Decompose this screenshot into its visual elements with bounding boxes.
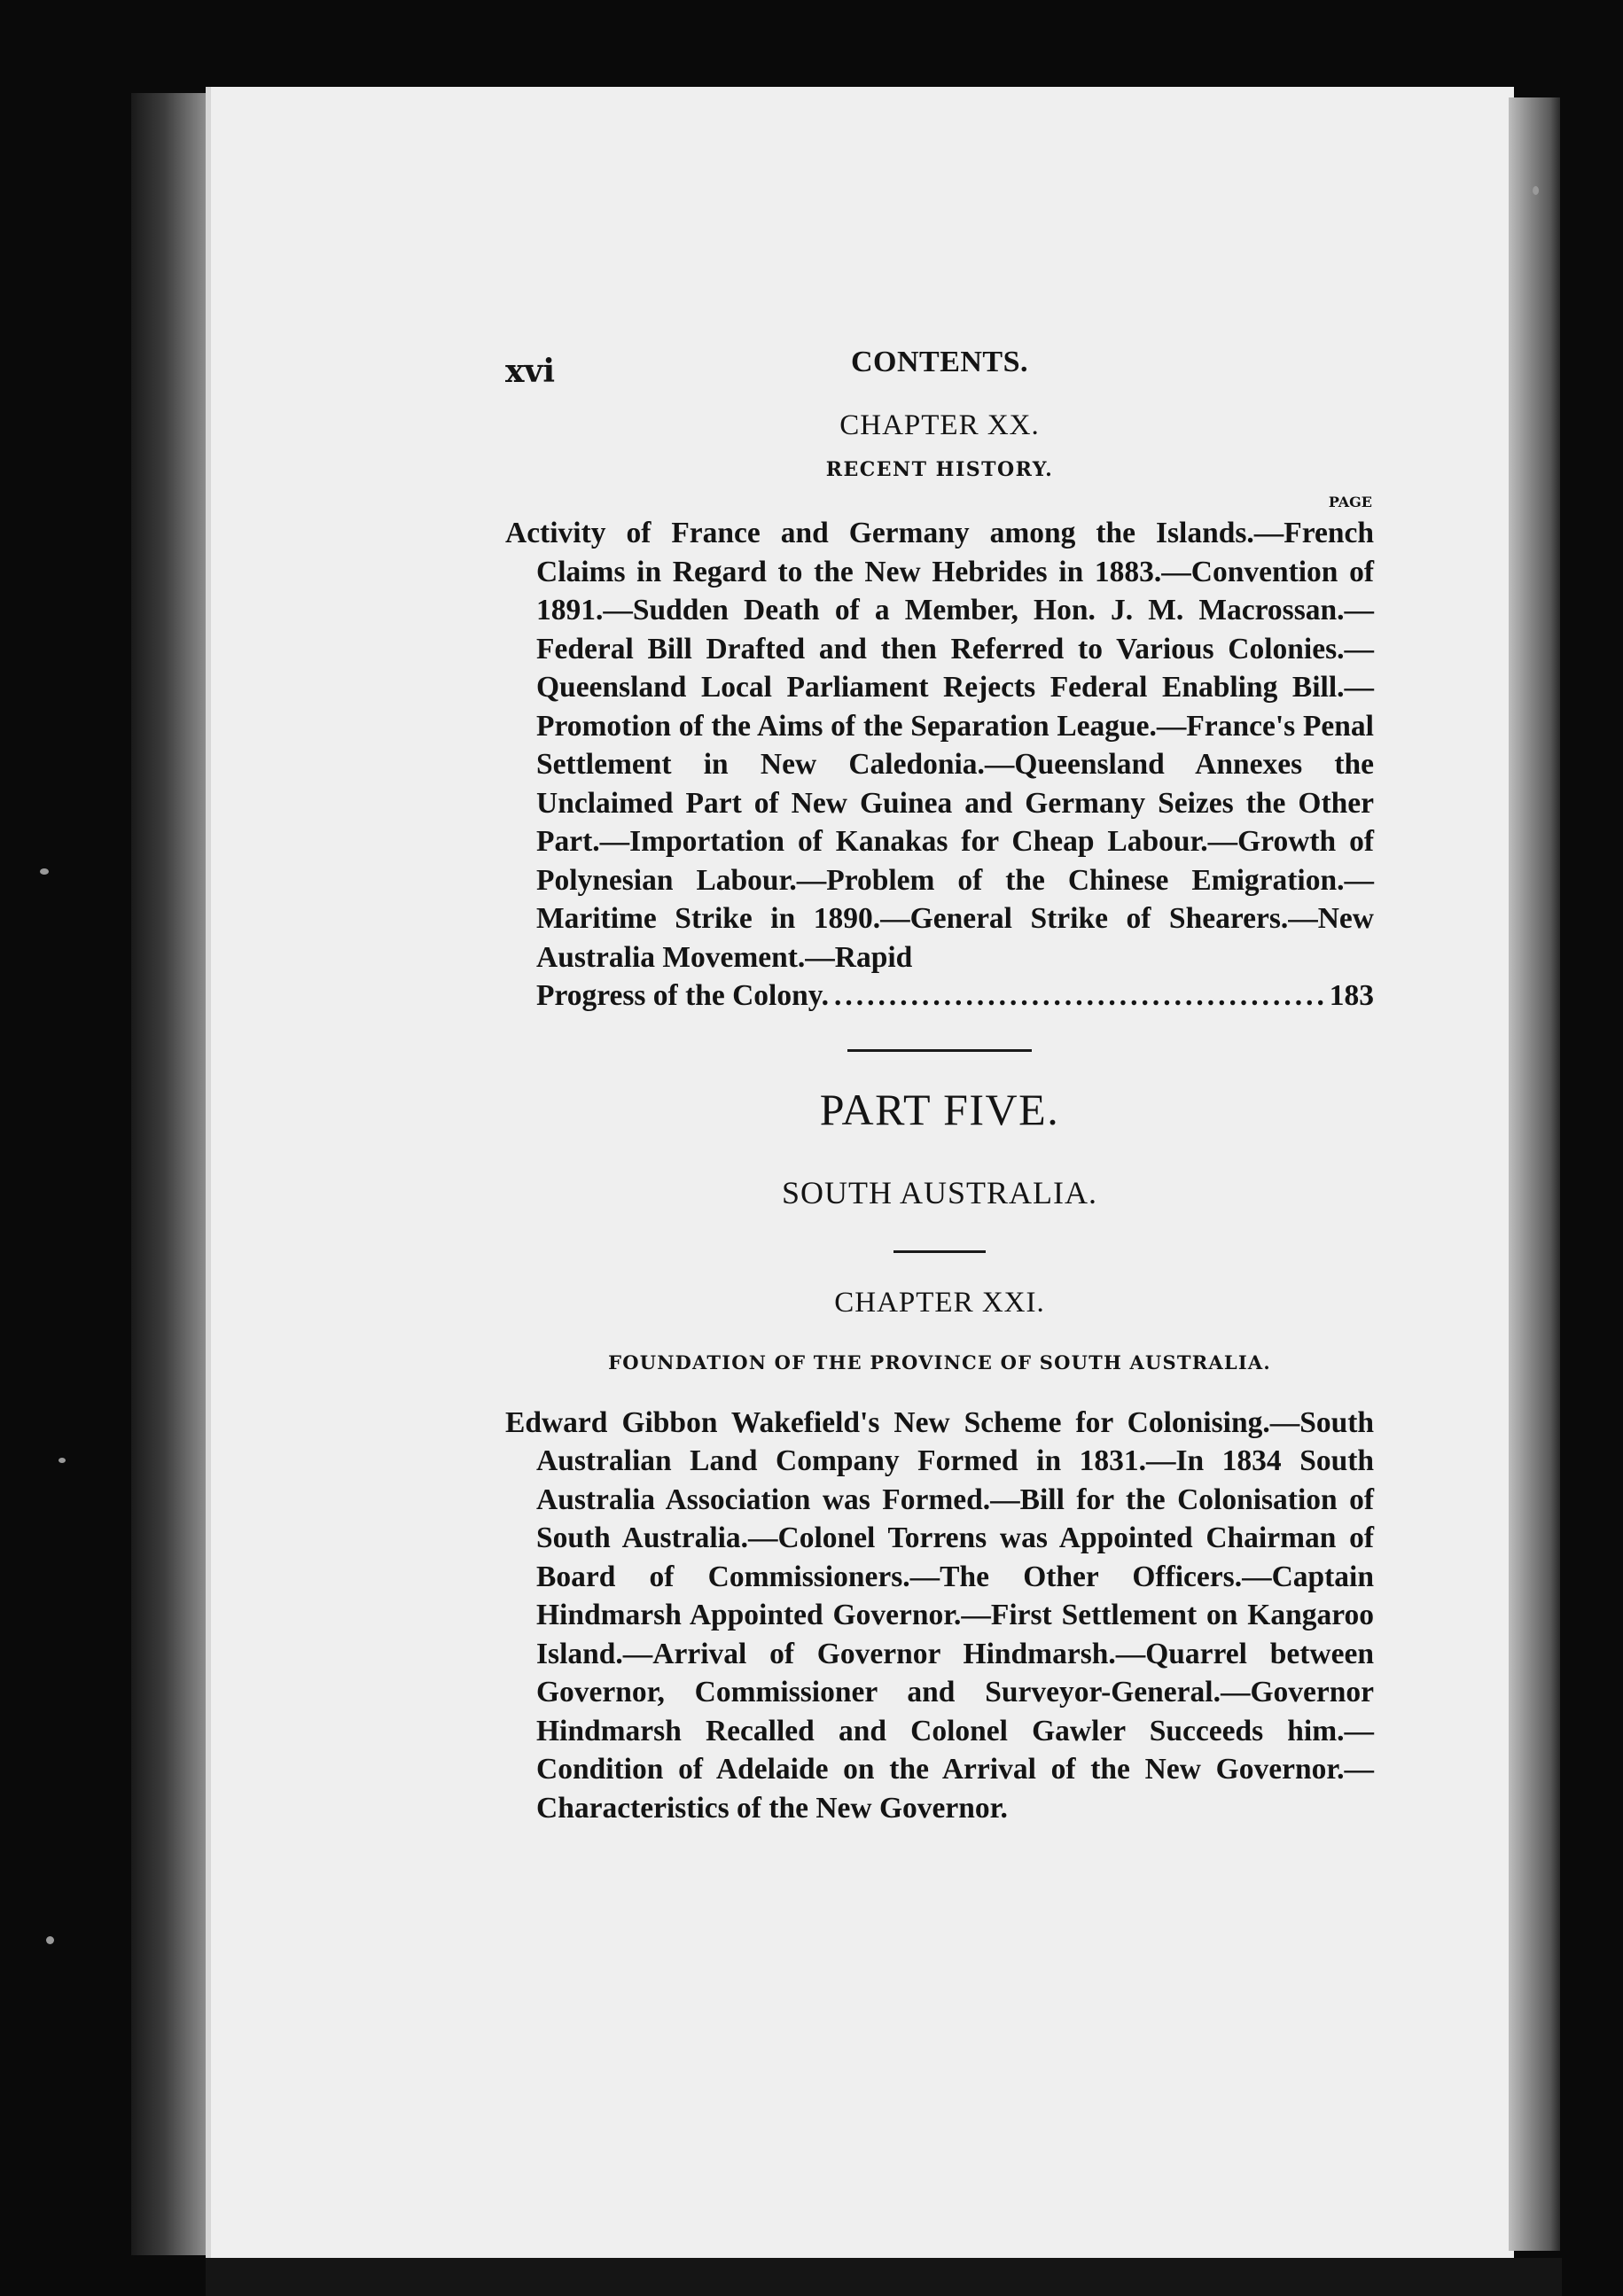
chapter-21-subtitle: FOUNDATION OF THE PROVINCE OF SOUTH AUSTRALIA. [608,1350,1271,1374]
bottom-border [206,2258,1562,2296]
chapter-21-summary: Edward Gibbon Wakefield's New Scheme for Colonising.—South Australian Land Company Formed in 1831.—In 1834 South Australia Association was Formed.—Bill for the Colonisation of South Australia.—Colonel Torrens was Appointed Chairman of Board of Commissioners.—The Other Officers.—Captain Hindmarsh Appointed Governor.—First Settlement on Kangaroo Island.—Arrival of Governor Hindmarsh.—Quarrel between Governor, Commissioner and Surveyor-General.—Governor Hindmarsh Recalled and Colonel Gawler Succeeds him.—Condition of Adelaide on the Arrival of the New Governor.—Characteristics of the New Governor. [505,1405,1374,1825]
part-heading: PART FIVE. [819,1084,1060,1134]
chapter-20-toc-entry [505,977,1374,1016]
page-edge-shadow [1509,97,1560,2251]
chapter-20-subtitle: RECENT HISTORY. [825,458,1054,481]
chapter-20-heading: CHAPTER XX. [839,409,1040,441]
part-region-title: SOUTH AUSTRALIA. [781,1174,1097,1210]
dust-speck [46,1936,54,1944]
page-column-label: PAGE [1328,494,1372,510]
short-divider [893,1250,986,1253]
chapter-20-last-line: Progress of the Colony. [536,979,830,1012]
chapter-20-summary: Activity of France and Germany among the Islands.—French Claims in Regard to the New Hebrides in 1883.—Convention of 1891.—Sudden Death of a Member, Hon. J. M. Macrossan.—Federal Bill Drafted and then Referred to Various Colonies.—Queensland Local Parliament Rejects Federal Enabling Bill.—Promotion of the Aims of the Separation League.—France's Penal Settlement in New Caledonia.—Queensland Annexes the Unclaimed Part of New Guinea and Germany Seizes the Other Part.—Importation of Kanakas for Cheap Labour.—Growth of Polynesian Labour.—Problem of the Chinese Emigration.—Maritime Strike in 1890.—General Strike of Shearers.—New Australia Movement.—Rapid [505,517,1374,974]
chapter-20-page-number: 183 [1329,979,1374,1012]
dust-speck [1533,186,1539,195]
running-title: CONTENTS. [850,346,1029,378]
contents-page-text [505,346,1374,1827]
chapter-21-heading: CHAPTER XXI. [834,1286,1045,1319]
dust-speck [40,868,49,875]
book-gutter-shadow [131,93,213,2255]
dust-speck [59,1458,66,1463]
section-divider [847,1049,1032,1052]
running-head [505,346,1374,390]
page-folio: xvi [505,353,556,390]
dot-leader [834,977,1324,1016]
